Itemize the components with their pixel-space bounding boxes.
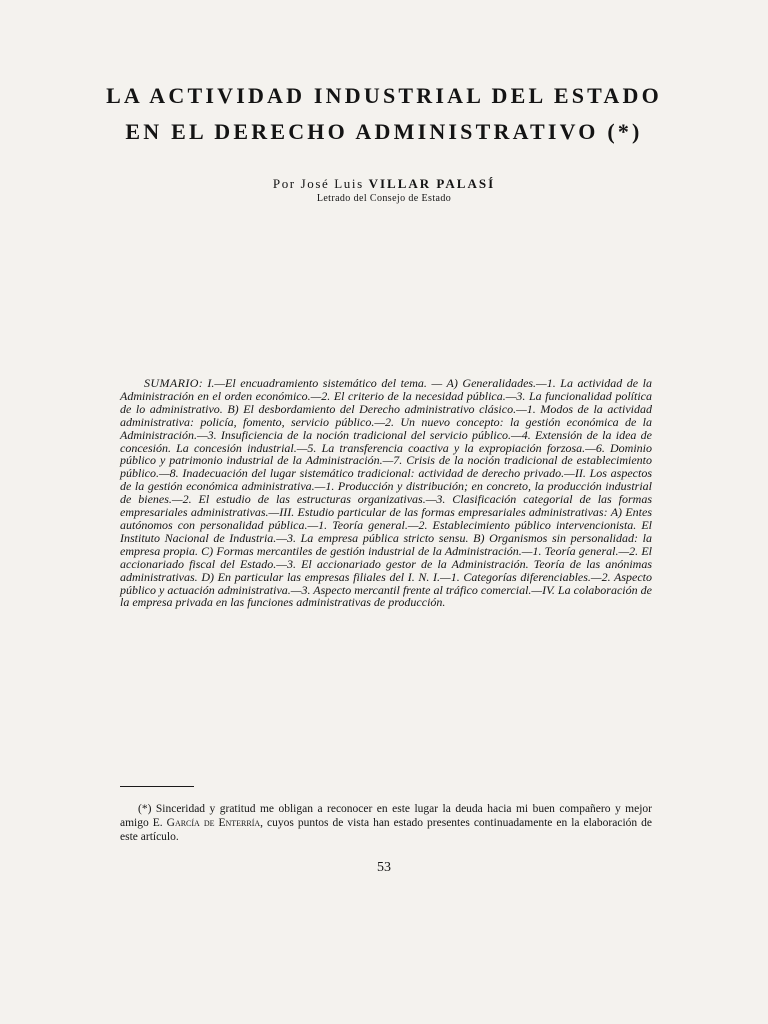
footnote-cited-name: García de Enterría: [166, 817, 261, 829]
byline: [0, 176, 768, 192]
footnote-divider: [120, 786, 194, 787]
page-number: 53: [377, 860, 391, 875]
footnote: [120, 802, 652, 844]
article-title-line-1: LA ACTIVIDAD INDUSTRIAL DEL ESTADO: [106, 83, 662, 108]
footnote-text-part-2: , cuyos puntos de vista han estado presentes continuadamente en la elaboración de este artículo.: [120, 817, 652, 843]
byline-prefix: Por José Luis: [272, 176, 369, 191]
article-title: [100, 78, 668, 150]
summary-label: SUMARIO: [144, 376, 199, 390]
author-affiliation: Letrado del Consejo de Estado: [316, 193, 452, 204]
footnote-text-part-1: (*) Sinceridad y gratitud me obligan a reconocer en este lugar la deuda hacia mi buen compañero y mejor amigo E.: [120, 803, 652, 829]
summary-paragraph: [120, 377, 652, 609]
article-title-line-2: EN EL DERECHO ADMINISTRATIVO (*): [125, 119, 643, 144]
summary-text: : I.—El encuadramiento sistemático del tema. — A) Generalidades.—1. La actividad de la Administración en el orden económico.—2. El criterio de la necesidad pública.—3. La funcionalidad política de lo administrativo. B) El desbordamiento del Derecho administrativo clásico.—1. Modos de la actividad administrativa: policía, fomento, servicio público.—2. Un nuevo concepto: la gestión económica de la Administración.—3. Insuficiencia de la noción tradicional del servicio público.—4. Extensión de la idea de concesión. La concesión industrial.—5. La transferencia coactiva y la expropiación forzosa.—6. Dominio público y patrimonio industrial de la Administración.—7. Crisis de la noción tradicional de establecimiento público.—8. Inadecuación del lugar sistemático tradicional: actividad de derecho privado.—II. Los aspectos de la gestión económica administrativa.—1. Producción y distribución; en concreto, la producción industrial de bienes.—2. El estudio de las estructuras organizativas.—3. Clasificación categorial de las formas empresariales administrativas.—III. Estudio particular de las formas empresariales administrativas: A) Entes autónomos con personalidad pública.—1. Teoría general.—2. Establecimiento público intervencionista. El Instituto Nacional de Industria.—3. La empresa pública stricto sensu. B) Organismos sin personalidad: la empresa propia. C) Formas mercantiles de gestión industrial de la Administración.—1. Teoría general.—2. El accionariado fiscal del Estado.—3. El accionariado gestor de la Administración. Teoría de las anónimas administrativas. D) En particular las empresas filiales del I. N. I.—1. Categorías diferenciables.—2. Aspecto público y actuación administrativa.—3. Aspecto mercantil frente al tráfico comercial.—IV. La colaboración de la empresa privada en las funciones administrativas de producción.: [120, 376, 652, 610]
author-name: VILLAR PALASÍ: [368, 176, 496, 191]
